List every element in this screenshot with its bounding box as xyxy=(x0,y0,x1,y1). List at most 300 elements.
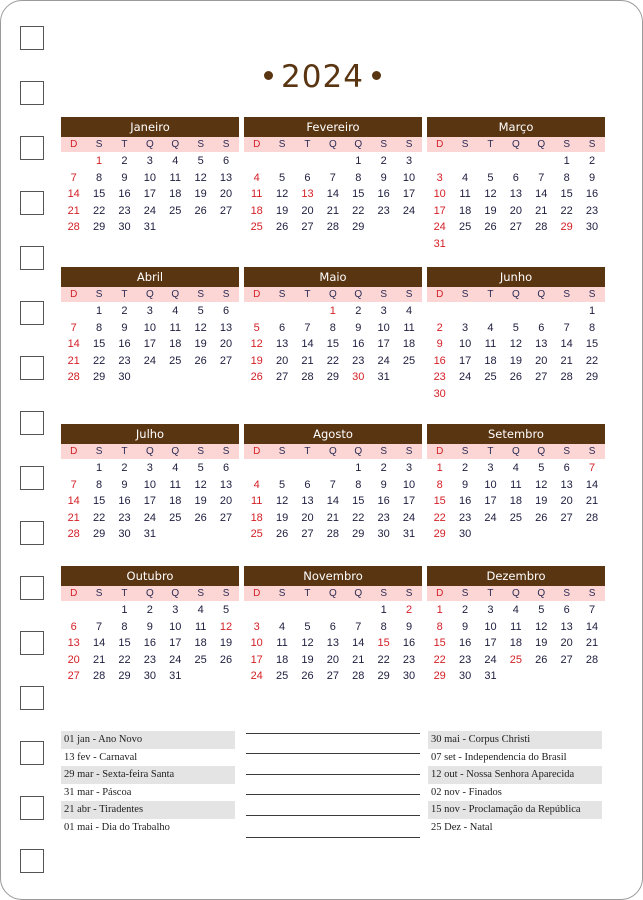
day-cell: 19 xyxy=(194,188,207,200)
day-cell: 25 xyxy=(194,653,207,666)
day-cell: 27 xyxy=(219,511,233,524)
day-cell: 22 xyxy=(433,511,446,524)
day-cell xyxy=(579,526,604,543)
weekday-label: Q xyxy=(537,139,546,150)
day-cell: 16 xyxy=(118,188,131,200)
day-cell: 22 xyxy=(352,204,365,217)
checkbox[interactable] xyxy=(20,576,44,600)
day-cell xyxy=(295,460,320,477)
day-cell xyxy=(163,369,188,386)
month-name: Setembro xyxy=(427,424,605,444)
day-cell: 14 xyxy=(585,478,599,491)
day-cell xyxy=(529,668,554,685)
day-cell: 16 xyxy=(118,338,131,350)
weekday-label: S xyxy=(461,139,469,150)
day-cell: 9 xyxy=(380,478,387,491)
day-cell: 30 xyxy=(585,221,599,233)
day-cell: 20 xyxy=(535,354,548,367)
day-cell: 8 xyxy=(96,321,103,334)
day-cell: 27 xyxy=(535,371,548,383)
day-cell xyxy=(554,386,579,403)
weekday-label: Q xyxy=(171,289,180,300)
weekday-header xyxy=(244,586,422,601)
day-cell: 2 xyxy=(436,321,443,334)
day-cell: 30 xyxy=(458,670,472,682)
day-cell xyxy=(269,303,294,320)
day-cell: 16 xyxy=(118,495,131,507)
weekday-label: Q xyxy=(537,588,546,599)
day-cell: 1 xyxy=(121,604,128,616)
day-cell: 26 xyxy=(194,204,207,217)
month-name: Dezembro xyxy=(427,566,605,586)
day-cell: 23 xyxy=(377,204,390,217)
day-cell: 5 xyxy=(487,171,494,184)
day-cell: 19 xyxy=(535,637,548,649)
holiday-list-right xyxy=(428,731,602,836)
day-cell: 4 xyxy=(253,171,260,184)
day-cell: 15 xyxy=(560,188,573,200)
day-cell: 23 xyxy=(118,354,131,367)
day-cell: 12 xyxy=(535,478,548,491)
day-cell: 25 xyxy=(169,354,182,367)
day-cell: 31 xyxy=(377,371,390,383)
checkbox[interactable] xyxy=(20,466,44,490)
weekday-label: D xyxy=(436,139,444,150)
day-cell: 12 xyxy=(194,478,207,491)
day-cell xyxy=(503,303,528,320)
day-cell: 21 xyxy=(92,653,106,666)
day-cell: 30 xyxy=(377,528,390,540)
day-cell: 16 xyxy=(377,188,390,200)
day-cell: 29 xyxy=(377,670,390,682)
day-cell: 1 xyxy=(96,462,103,474)
day-cell xyxy=(452,303,477,320)
day-cell: 1 xyxy=(355,462,362,474)
day-cell: 7 xyxy=(355,620,362,633)
day-cell: 8 xyxy=(436,478,443,491)
day-cell xyxy=(61,153,86,170)
weekday-label: Q xyxy=(328,289,337,300)
day-cell: 29 xyxy=(118,670,131,682)
day-cell: 6 xyxy=(279,321,286,334)
day-cell: 29 xyxy=(326,371,339,383)
month-name: Maio xyxy=(244,267,422,287)
day-cell: 10 xyxy=(484,478,497,491)
day-cell: 7 xyxy=(588,604,596,616)
day-cell: 2 xyxy=(121,155,128,167)
day-cell xyxy=(579,386,604,403)
day-cell: 23 xyxy=(143,653,156,666)
day-cell: 23 xyxy=(458,653,472,666)
day-cell: 28 xyxy=(67,371,80,383)
weekday-label: T xyxy=(487,588,494,599)
day-cell: 1 xyxy=(355,155,362,167)
day-cell xyxy=(529,386,554,403)
day-cell: 2 xyxy=(355,305,362,317)
weekday-label: S xyxy=(278,588,286,599)
day-cell xyxy=(554,303,579,320)
holiday-item: 01 mai - Dia do Trabalho xyxy=(64,821,170,833)
weekday-label: Q xyxy=(354,289,363,300)
weekday-label: S xyxy=(405,139,413,150)
day-cell: 14 xyxy=(352,637,365,649)
day-cell: 2 xyxy=(380,462,387,474)
day-cell: 22 xyxy=(118,653,131,666)
day-cell: 26 xyxy=(301,670,314,682)
day-cell: 5 xyxy=(279,171,286,184)
day-cell: 20 xyxy=(67,653,80,666)
weekday-header xyxy=(427,586,605,601)
day-cell: 20 xyxy=(560,495,573,507)
day-cell: 20 xyxy=(219,188,233,200)
day-cell: 26 xyxy=(250,371,263,383)
day-cell: 6 xyxy=(222,155,230,167)
day-cell: 24 xyxy=(250,670,263,682)
weekday-label: S xyxy=(588,446,596,457)
weekday-label: Q xyxy=(537,289,546,300)
note-line xyxy=(246,774,420,775)
weekday-header xyxy=(61,287,239,302)
day-cell xyxy=(427,153,452,170)
day-cell: 28 xyxy=(585,511,599,524)
day-cell: 27 xyxy=(301,221,314,233)
day-cell: 2 xyxy=(462,462,469,474)
month-name: Junho xyxy=(427,267,605,287)
checkbox[interactable] xyxy=(20,191,44,215)
day-cell: 3 xyxy=(462,321,469,334)
day-cell: 19 xyxy=(219,637,233,649)
day-cell: 8 xyxy=(96,171,103,184)
day-cell: 26 xyxy=(535,653,548,666)
day-cell: 12 xyxy=(194,171,207,184)
day-cell: 13 xyxy=(67,637,80,649)
day-grid xyxy=(61,153,239,236)
day-cell: 25 xyxy=(484,371,497,383)
day-grid xyxy=(61,460,239,543)
day-cell: 13 xyxy=(560,620,573,633)
checkbox[interactable] xyxy=(20,796,44,820)
day-cell: 20 xyxy=(509,204,522,217)
day-cell: 5 xyxy=(538,462,545,474)
day-cell: 15 xyxy=(352,495,365,507)
day-cell: 22 xyxy=(92,204,106,217)
weekday-label: Q xyxy=(171,588,180,599)
weekday-label: S xyxy=(588,289,596,300)
weekday-label: Q xyxy=(328,588,337,599)
day-cell: 15 xyxy=(92,495,106,507)
day-cell: 25 xyxy=(250,221,263,233)
holiday-item: 13 fev - Carnaval xyxy=(64,751,138,763)
day-cell: 17 xyxy=(143,338,156,350)
day-cell: 27 xyxy=(219,204,233,217)
day-cell: 27 xyxy=(560,511,573,524)
day-cell: 31 xyxy=(143,528,156,540)
day-cell: 13 xyxy=(535,338,548,350)
month-name: Fevereiro xyxy=(244,117,422,137)
day-cell: 7 xyxy=(96,620,103,633)
day-cell: 5 xyxy=(512,321,519,334)
month-name: Outubro xyxy=(61,566,239,586)
day-cell: 14 xyxy=(326,188,339,200)
day-cell: 26 xyxy=(219,653,233,666)
day-cell: 22 xyxy=(433,653,446,666)
day-cell: 4 xyxy=(172,155,179,167)
day-cell: 13 xyxy=(219,478,233,491)
day-cell: 9 xyxy=(436,338,443,350)
day-cell: 19 xyxy=(484,204,497,217)
day-cell: 17 xyxy=(484,637,497,649)
weekday-label: Q xyxy=(171,446,180,457)
day-cell: 11 xyxy=(250,188,263,200)
day-cell: 11 xyxy=(459,188,471,200)
day-cell: 18 xyxy=(458,204,472,217)
weekday-header xyxy=(427,137,605,152)
day-cell: 4 xyxy=(462,171,469,184)
day-cell: 10 xyxy=(377,321,390,334)
day-cell: 8 xyxy=(436,620,443,633)
day-cell: 12 xyxy=(275,495,289,507)
day-cell xyxy=(529,153,554,170)
day-cell xyxy=(61,602,86,619)
day-cell: 25 xyxy=(458,221,472,233)
day-cell: 12 xyxy=(509,338,522,350)
day-cell: 21 xyxy=(67,204,80,217)
day-cell: 23 xyxy=(352,354,365,367)
holiday-item: 21 abr - Tiradentes xyxy=(61,801,235,819)
month-block xyxy=(244,566,422,685)
day-cell: 29 xyxy=(352,528,365,540)
day-cell xyxy=(213,668,238,685)
day-cell: 3 xyxy=(146,305,153,317)
weekday-label: D xyxy=(70,139,78,150)
day-cell: 16 xyxy=(143,637,156,649)
day-cell: 21 xyxy=(67,354,80,367)
day-cell: 7 xyxy=(588,462,596,474)
day-cell xyxy=(213,219,238,236)
day-cell: 26 xyxy=(194,354,207,367)
day-cell: 23 xyxy=(402,653,416,666)
day-cell: 7 xyxy=(304,321,311,334)
weekday-label: S xyxy=(95,446,103,457)
note-line xyxy=(246,753,420,754)
weekday-label: S xyxy=(197,139,204,150)
day-cell: 27 xyxy=(326,670,339,682)
day-cell: 3 xyxy=(172,604,179,616)
day-cell: 3 xyxy=(253,620,260,633)
day-cell xyxy=(579,668,604,685)
day-cell: 8 xyxy=(355,171,362,184)
day-cell: 16 xyxy=(585,188,599,200)
weekday-label: S xyxy=(563,446,570,457)
day-cell: 3 xyxy=(436,171,443,184)
weekday-label: S xyxy=(197,289,204,300)
day-cell: 7 xyxy=(329,478,336,491)
day-cell: 11 xyxy=(510,620,522,633)
day-cell: 25 xyxy=(402,354,416,367)
day-cell xyxy=(188,219,213,236)
day-cell: 29 xyxy=(433,528,446,540)
day-cell: 6 xyxy=(70,620,77,633)
weekday-header xyxy=(61,444,239,459)
day-cell: 24 xyxy=(143,511,156,524)
checkbox[interactable] xyxy=(20,26,44,50)
day-cell: 30 xyxy=(352,371,365,383)
day-cell xyxy=(554,668,579,685)
day-cell: 16 xyxy=(458,495,472,507)
day-cell: 3 xyxy=(380,305,387,317)
holiday-item: 31 mar - Páscoa xyxy=(64,786,132,798)
day-cell: 20 xyxy=(301,204,314,217)
day-cell: 18 xyxy=(509,637,522,649)
day-cell: 31 xyxy=(143,221,156,233)
day-cell xyxy=(396,219,421,236)
checkbox[interactable] xyxy=(20,301,44,325)
day-cell xyxy=(295,153,320,170)
day-cell xyxy=(452,153,477,170)
weekday-label: Q xyxy=(328,139,337,150)
weekday-label: T xyxy=(121,289,128,300)
day-cell: 8 xyxy=(355,478,362,491)
day-cell: 20 xyxy=(219,495,233,507)
month-block xyxy=(61,424,239,543)
day-cell: 15 xyxy=(326,338,339,350)
day-cell: 18 xyxy=(509,495,522,507)
checkbox[interactable] xyxy=(20,356,44,380)
day-cell xyxy=(346,602,371,619)
checkbox[interactable] xyxy=(20,686,44,710)
day-cell: 18 xyxy=(275,653,289,666)
day-cell: 13 xyxy=(301,495,314,507)
weekday-label: S xyxy=(380,139,387,150)
day-cell: 19 xyxy=(301,653,314,666)
checkbox[interactable] xyxy=(20,411,44,435)
day-cell: 24 xyxy=(377,354,390,367)
weekday-label: T xyxy=(121,588,128,599)
day-cell: 25 xyxy=(169,511,182,524)
day-cell xyxy=(86,602,111,619)
day-cell xyxy=(320,602,345,619)
weekday-label: Q xyxy=(145,139,154,150)
day-cell: 21 xyxy=(585,495,599,507)
day-cell: 23 xyxy=(585,204,599,217)
day-cell: 9 xyxy=(588,171,596,184)
day-cell: 14 xyxy=(301,338,314,350)
day-cell: 12 xyxy=(194,321,207,334)
checkbox[interactable] xyxy=(20,741,44,765)
day-cell: 8 xyxy=(380,620,387,633)
day-cell: 14 xyxy=(560,338,573,350)
day-cell: 5 xyxy=(279,478,286,491)
day-cell: 25 xyxy=(169,204,182,217)
day-cell: 11 xyxy=(484,338,497,350)
weekday-label: D xyxy=(70,588,78,599)
day-cell: 21 xyxy=(326,511,339,524)
weekday-header xyxy=(427,444,605,459)
day-cell: 8 xyxy=(563,171,570,184)
day-cell: 29 xyxy=(92,221,106,233)
day-cell: 19 xyxy=(275,511,289,524)
day-cell: 27 xyxy=(67,670,80,682)
day-cell: 28 xyxy=(67,528,80,540)
day-cell: 15 xyxy=(585,338,599,350)
weekday-label: Q xyxy=(511,588,520,599)
day-cell: 26 xyxy=(484,221,497,233)
checkbox[interactable] xyxy=(20,849,44,873)
day-cell: 31 xyxy=(169,670,182,682)
weekday-label: Q xyxy=(511,139,520,150)
month-block xyxy=(61,267,239,386)
day-cell xyxy=(163,219,188,236)
day-cell: 24 xyxy=(484,653,497,666)
day-cell: 10 xyxy=(143,478,156,491)
day-cell xyxy=(478,386,503,403)
month-block xyxy=(427,117,605,252)
day-cell: 8 xyxy=(96,478,103,491)
month-block xyxy=(244,267,422,386)
checkbox[interactable] xyxy=(20,521,44,545)
day-grid xyxy=(427,303,605,402)
day-cell: 1 xyxy=(96,305,103,317)
day-cell: 17 xyxy=(377,338,390,350)
day-cell: 11 xyxy=(276,637,288,649)
day-cell: 29 xyxy=(92,371,106,383)
holiday-item: 15 nov - Proclamação da República xyxy=(428,801,602,819)
day-cell: 9 xyxy=(121,171,128,184)
day-cell xyxy=(478,236,503,253)
weekday-label: T xyxy=(304,139,311,150)
weekday-label: S xyxy=(405,289,413,300)
day-cell: 22 xyxy=(560,204,573,217)
day-cell: 27 xyxy=(509,221,522,233)
day-cell: 29 xyxy=(352,221,365,233)
month-block xyxy=(244,424,422,543)
day-cell: 24 xyxy=(402,204,416,217)
weekday-label: Q xyxy=(537,446,546,457)
day-cell xyxy=(269,460,294,477)
weekday-label: S xyxy=(278,139,286,150)
day-cell: 18 xyxy=(194,637,207,649)
day-cell: 14 xyxy=(67,495,80,507)
checkbox[interactable] xyxy=(20,246,44,270)
bullet-dot-left xyxy=(264,71,273,80)
day-cell xyxy=(320,153,345,170)
weekday-label: S xyxy=(461,588,469,599)
day-cell: 23 xyxy=(377,511,390,524)
day-cell: 13 xyxy=(219,321,233,334)
day-cell: 18 xyxy=(169,338,182,350)
day-cell: 21 xyxy=(535,204,548,217)
weekday-label: S xyxy=(588,588,596,599)
day-cell: 12 xyxy=(535,620,548,633)
day-grid xyxy=(244,303,422,386)
checkbox[interactable] xyxy=(20,631,44,655)
day-cell: 19 xyxy=(535,495,548,507)
weekday-label: S xyxy=(197,446,204,457)
day-cell: 9 xyxy=(380,171,387,184)
day-cell: 15 xyxy=(92,338,106,350)
day-cell xyxy=(529,236,554,253)
day-cell: 27 xyxy=(301,528,314,540)
day-cell: 17 xyxy=(169,637,182,649)
weekday-label: T xyxy=(121,139,128,150)
weekday-label: S xyxy=(222,588,230,599)
day-cell: 31 xyxy=(402,528,416,540)
day-cell: 11 xyxy=(403,321,415,334)
day-cell: 15 xyxy=(433,495,446,507)
checkbox[interactable] xyxy=(20,136,44,160)
day-cell: 5 xyxy=(304,620,311,633)
day-cell xyxy=(503,526,528,543)
